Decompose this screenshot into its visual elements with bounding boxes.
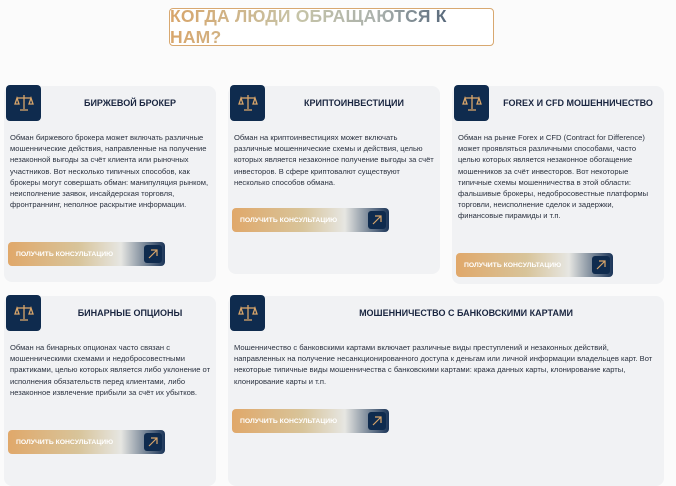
get-consultation-button[interactable]: [232, 409, 389, 433]
card-title: FOREX И CFD МОШЕННИЧЕСТВО: [503, 98, 653, 108]
button-label: ПОЛУЧИТЬ КОНСУЛЬТАЦИЮ: [16, 250, 114, 258]
card-title: КРИПТОИНВЕСТИЦИИ: [304, 98, 404, 108]
card-text: Мошенничество с банковскими картами включает различные виды преступлений и незаконных действий, направленных на получение несанкционированного доступа к деньгам или личной информации владельцев карт. Вот некоторые типичные виды мошенничества с банковскими картами: кража данных карты, клонирование карты, клонирование карты и т.п.: [234, 343, 653, 386]
service-card-forex: [452, 86, 664, 284]
card-text: Обман на криптоинвестициях может включать различные мошеннические схемы и действия, целью которых является незаконное получение выгоды за счёт инвесторов. В сфере криптовалют существуют несколько способов обмана.: [234, 133, 434, 187]
get-consultation-button[interactable]: [8, 242, 165, 266]
service-card-binary-options: [4, 296, 216, 486]
service-card-bank-cards: [228, 296, 664, 486]
arrow-up-right-icon: [368, 412, 386, 430]
arrow-up-right-icon: [144, 245, 162, 263]
card-text: Обман на рынке Forex и CFD (Contract for Difference) может проявляться различными способами, часто целью которых является незаконное обогащение мошенников за счёт инвесторов. Вот некоторые типичные схемы мошенничества в этой области: фальшивые брокеры, недобросовестные платформы торговли, неисполнение сделок и задержки, финансовые пирамиды и т.п.: [458, 133, 649, 221]
service-card-crypto: [228, 86, 440, 274]
scales-icon: [6, 85, 41, 121]
button-label: ПОЛУЧИТЬ КОНСУЛЬТАЦИЮ: [464, 261, 562, 269]
scales-icon: [230, 295, 265, 331]
button-label: ПОЛУЧИТЬ КОНСУЛЬТАЦИЮ: [240, 417, 338, 425]
get-consultation-button[interactable]: [456, 253, 613, 277]
service-card-stock-broker: [4, 86, 216, 282]
get-consultation-button[interactable]: [232, 208, 389, 232]
card-title: БИНАРНЫЕ ОПЦИОНЫ: [77, 308, 183, 318]
card-text: Обман на бинарных опционах часто связан с мошенническими схемами и недобросовестными практиками, целью которых является либо уклонение от исполнения обязательств перед клиентами, либо незаконное извлечение прибыли за счёт их убытков.: [10, 343, 211, 397]
get-consultation-button[interactable]: [8, 430, 165, 454]
arrow-up-right-icon: [368, 211, 386, 229]
arrow-up-right-icon: [592, 256, 610, 274]
card-text: Обман биржевого брокера может включать различные мошеннические действия, направленные на получение незаконной выгоды за счёт клиента или рыночных участников. Вот несколько типичных способов, как брокеры могут совершать обман: манипуляция рынком, неисполнение заявок, инсайдерская торговля, фронтраннинг, неполное раскрытие информации.: [10, 133, 209, 210]
scales-icon: [6, 295, 41, 331]
card-title: МОШЕННИЧЕСТВО С БАНКОВСКИМИ КАРТАМИ: [359, 308, 573, 318]
section-heading: КОГДА ЛЮДИ ОБРАЩАЮТСЯ К НАМ?: [169, 8, 494, 46]
scales-icon: [454, 85, 489, 121]
scales-icon: [230, 85, 265, 121]
arrow-up-right-icon: [144, 433, 162, 451]
button-label: ПОЛУЧИТЬ КОНСУЛЬТАЦИЮ: [240, 216, 338, 224]
button-label: ПОЛУЧИТЬ КОНСУЛЬТАЦИЮ: [16, 438, 114, 446]
card-title: БИРЖЕВОЙ БРОКЕР: [83, 98, 177, 108]
